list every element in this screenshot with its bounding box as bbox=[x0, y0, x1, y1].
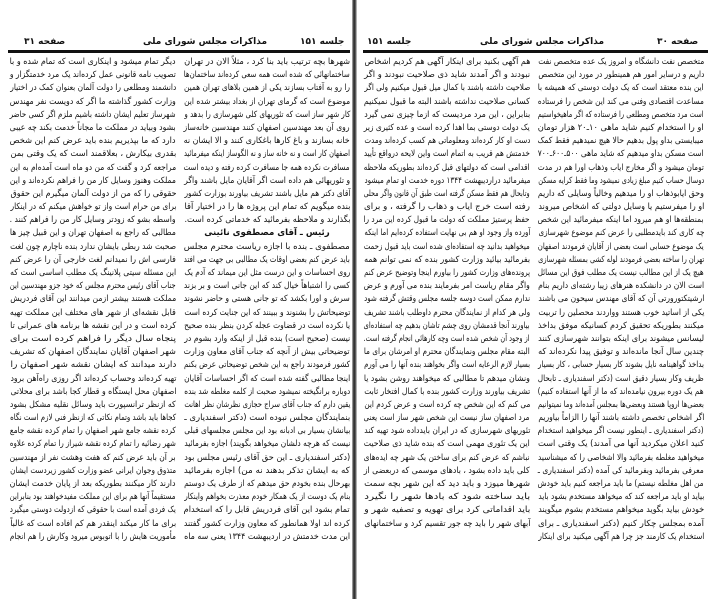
text-line bbox=[184, 307, 350, 320]
text-line-content: کلی باید داده بشود ، بادهای موسمی که دربعضی از bbox=[364, 465, 530, 476]
text-line bbox=[184, 148, 350, 161]
text-line bbox=[538, 96, 704, 109]
text-line bbox=[364, 491, 530, 504]
text-line bbox=[184, 162, 350, 175]
text-line-content: بنمایندگان مجلس نبوده است (دکتر اسفندیاری ـ bbox=[184, 413, 350, 424]
text-line bbox=[364, 135, 530, 148]
text-line bbox=[184, 214, 350, 227]
text-line-content: اقدامی است که دولتهای قبل کرده‌اند بطوریکه ملاحظه bbox=[364, 162, 530, 173]
text-line bbox=[10, 531, 176, 544]
text-line-content: اصفهان محل ایستگاه و قطار کجا باشد برای محلاتی bbox=[10, 386, 176, 397]
text-line-content: یک دولت دوستی بما اهدا کرده است و عده کثیری زیر bbox=[364, 122, 530, 133]
text-line bbox=[364, 518, 530, 531]
text-line-content: دوباره برانگیخته نمیشود صحبت از کلمه مغلطه شد بنده bbox=[184, 386, 350, 397]
text-line-content: یکی از اساتید خوب هستند وواردند محصلین را تربیت bbox=[538, 307, 704, 318]
text-line-content: کار شهر ساز است که تئوریهای کلی شهرسازی را بدهد و bbox=[184, 109, 350, 120]
text-line-content: آورده واز وجود او هم بی نهایت استفاده کرده‌ایم اما اینکه bbox=[364, 228, 530, 239]
text-line-content: دارد که ما بپذیریم بنده باید عرض کنم این شخص bbox=[10, 136, 176, 147]
text-line bbox=[10, 412, 176, 425]
text-line-content: البته مقام مجلس ونمایندگان محترم او امرشان برای ما bbox=[364, 347, 530, 358]
text-line bbox=[538, 280, 704, 293]
text-line bbox=[184, 135, 350, 148]
text-line-content: ارشیتکتورورتی آن که آقای مهندس سیحون می باشند bbox=[538, 294, 704, 305]
text-line bbox=[538, 531, 704, 544]
text-line-content: کجاها باید باشد وتمام نکاتی که ازنظر فنی لازم است نگاه bbox=[10, 413, 176, 424]
text-line-content: کسی را اشتباهاً خیال کند که این جانی است و بر بزند bbox=[184, 281, 350, 292]
text-line bbox=[538, 162, 704, 175]
text-line-content: مرد اصفهان ساز نیست این شخص شهر ساز است یعنی bbox=[364, 413, 530, 424]
text-line bbox=[364, 122, 530, 135]
text-line bbox=[10, 227, 176, 240]
text-line bbox=[364, 504, 530, 517]
text-line-content: شهرساز تعلیم ایشان داشته باشیم ملزم اگر کسی حاضر bbox=[10, 109, 176, 120]
text-line-content: دوسال حساب کنیم مبلغ زیادی نمیشود وما فقط کرایه مسکن bbox=[538, 175, 704, 186]
text-line-content: ولی هر کدام از نمایندگان محترم داوطلب باشند تشریف bbox=[364, 307, 530, 318]
text-line bbox=[10, 280, 176, 293]
text-line bbox=[538, 373, 704, 386]
text-line-content: بداخذ گواهینامه نایل بشوند کار بسیار حسابی ، کار بسیار bbox=[538, 360, 704, 371]
text-line-content: قابل نقشه‌ای از شهر های مختلف این مملکت تهیه bbox=[10, 307, 176, 318]
text-line bbox=[184, 82, 350, 95]
text-line-content: لیسانس میشوند برای اینکه بتوانند شهرسازی کنند bbox=[538, 333, 704, 344]
text-line bbox=[538, 148, 704, 161]
text-column-left bbox=[10, 56, 176, 544]
text-line bbox=[184, 465, 350, 478]
text-line bbox=[364, 452, 530, 465]
text-line-content: و تئوریهائی هم داده است اگر آقایان مایل باشند واگر bbox=[184, 175, 350, 186]
text-line-content: تئوریهای شهرسازی که در ایران بایدداده شود تهیه کند bbox=[364, 426, 530, 437]
text-line-content: بیانشان بسیار بی ادبانه بود این مجلس مجلسهای قبلی bbox=[184, 426, 350, 437]
text-line-content: برای من حرام است واز تو خواهش میکنم که در اینکار bbox=[10, 202, 176, 213]
text-line-content: این مسئله سیتی پلانینگ یک مطلب اساسی است که bbox=[10, 268, 176, 278]
text-line-content: میخواهید مغلطه بفرمائید والا اشخاصی را که میشناسید bbox=[538, 452, 704, 463]
text-line bbox=[184, 293, 350, 306]
text-line bbox=[10, 452, 176, 465]
text-line-content: اصفهان کار است و نه خانه ساز و نه الگوساز اینکه میفرمائید bbox=[184, 149, 350, 160]
text-line-content: بعضی‌ها اروپا هستند وبعضی‌ها بمجلس آمده‌اند وما نمیتوانیم bbox=[538, 399, 704, 410]
text-line bbox=[184, 96, 350, 109]
text-line-content: شهر اصفهان آقایان نمایندگان اصفهان که تشریف bbox=[10, 347, 176, 358]
text-line bbox=[10, 504, 176, 517]
text-line-content: بر آن باید عرض کنم که هفت وهشت نفر از مهندسین bbox=[10, 452, 176, 463]
text-line-content: بنده میگویم که تمام این پروژه ها را در اختیار آقا bbox=[184, 202, 350, 213]
text-line-content: مساعدت اقتصادی وفنی می کند این شخص را فرستاده bbox=[538, 96, 704, 107]
text-line-content: نباشم که عرض کنم برای ساختن یک شهر چه ایده‌های bbox=[364, 452, 530, 463]
text-line-content: شهر رضائیه را تمام کرده نقشه شیراز را تمام کرده علاوه bbox=[10, 439, 176, 450]
text-line-content: بگذارند و ملاحظه بفرمائید که خدماتی کرده است. bbox=[184, 215, 350, 226]
text-line-content: کسانی صلاحیت نداشته باشند البته ما قبول نمیکنیم bbox=[364, 96, 530, 107]
text-line bbox=[10, 346, 176, 359]
text-line-content: کشور فرمودند راجع به این شخص توضیحاتی عرض بکنم bbox=[184, 360, 350, 371]
text-line-content: یقین دارم که جناب آقای سراج حجازی نظرشان نظر اهانت bbox=[184, 399, 350, 410]
text-line bbox=[10, 307, 176, 320]
text-line-content: آمده بمجلس چکار کنیم (دکتر اسفندیاری ـ برای bbox=[538, 518, 704, 529]
text-line-content: بیاورند آنجا قدمشان روی چشم تاشان بدهیم چه استفاده‌ای bbox=[364, 320, 530, 331]
text-line-content: این مدت خدمتش در اردیبهشت ۱۳۴۴ یعنی سه ماه bbox=[184, 531, 350, 542]
text-line-content: حقوقی را که من از دولت آلمان میگیرم این حقوق bbox=[10, 188, 176, 199]
right-page bbox=[357, 0, 714, 599]
text-line bbox=[184, 438, 350, 451]
text-line-content: رفته است خرج ایاب و ذهاب را گرفته ، و برای bbox=[364, 202, 530, 213]
text-line bbox=[184, 491, 350, 504]
text-line bbox=[184, 56, 350, 69]
text-column-left bbox=[364, 56, 530, 531]
text-line-content: مراجعه کرد و گفت که من دو ماه است آمده‌ام به این bbox=[10, 162, 176, 173]
text-line bbox=[364, 214, 530, 227]
text-line-content: مطالبی که راجع به اصفهان تهران و این قبیل چیز ها bbox=[10, 228, 176, 239]
text-line-content: مصطفوی ـ بنده با اجازه ریاست محترم مجلس bbox=[184, 241, 350, 252]
text-column-right bbox=[184, 56, 350, 544]
text-line bbox=[538, 254, 704, 267]
text-line-content: استخدام یک کارمند جز چرا هم آگهی میکنید برای اینکار bbox=[538, 531, 704, 542]
text-line-content: میکنند بطوریکه تحقیق کردم کسانیکه موفق بداخذ bbox=[538, 320, 704, 331]
text-line-content: روی آن بعد مهندسین اصفهان کنند مهندسین خانه‌ساز bbox=[184, 122, 350, 133]
header-rule bbox=[363, 50, 708, 53]
text-line bbox=[184, 122, 350, 135]
text-line bbox=[10, 175, 176, 188]
text-line bbox=[538, 518, 704, 531]
text-line-content: چه کاری کند بایدمطلبی را عرض کنم موضوع شهرسازی bbox=[538, 228, 704, 239]
text-line-content: بیاید او باید مراجعه کند که میخواهد مستخدم بشود باید bbox=[538, 492, 704, 503]
text-line bbox=[538, 386, 704, 399]
text-line-content: دانشمند ومطلعی را دولت آلمان بعنوان کمک در اختیار bbox=[10, 83, 176, 94]
text-line bbox=[538, 214, 704, 227]
text-line bbox=[184, 504, 350, 517]
text-line bbox=[184, 346, 350, 359]
text-line-content: واسطه بشو که زودتر وسایل کار من را فراهم کنند . bbox=[10, 215, 176, 226]
text-line-content: وحق ایابوذهاب او را میدهیم وخالیاً وسایلی که داریم bbox=[538, 188, 704, 199]
text-line-content: کنید اعلان میکردید آنها می آمدند) یک وقتی است bbox=[538, 439, 704, 450]
text-line bbox=[364, 162, 530, 175]
text-line-content: داریم و درسایر امور هم همینطور در مورد این متخصص bbox=[538, 70, 704, 81]
text-line-content: هم آگهی بکنید برای اینکار آگهی هم کردیم اشخاص bbox=[364, 57, 530, 67]
text-line-content: جناب آقای رئیس محترم مجلس که خود جزو مهندسین این bbox=[10, 281, 176, 292]
text-line bbox=[10, 293, 176, 306]
text-line bbox=[10, 96, 176, 109]
text-line bbox=[10, 122, 176, 135]
text-line-content: از وجود آن شخص شده است وچه کارهائی انجام گرفته است. bbox=[364, 333, 530, 344]
text-line-content: موضوع است که گرمای تهران از بغداد بیشتر شده این bbox=[184, 96, 350, 107]
text-line-content: آبهای شهر را باید چه جور تقسیم کرد و ساختمانهای bbox=[364, 518, 530, 529]
text-line-content: صحبت شد ربطی بایشان ندارد بنده ناچارم چون لغت bbox=[10, 241, 176, 252]
text-line-content: او را استخدام کنیم شاید ماهی ۱۰ـ۲۰ هزار تومان bbox=[538, 122, 704, 133]
text-line bbox=[538, 293, 704, 306]
session-number: جلسه ۱۵۱ bbox=[367, 37, 412, 47]
text-line-content: تهیه کرده‌اند وحساب کرده‌اند اگر روزی راه‌آهن برود bbox=[10, 373, 176, 384]
text-line bbox=[364, 465, 530, 478]
text-line bbox=[10, 320, 176, 333]
text-line bbox=[184, 280, 350, 293]
text-line-content: پنجاه سال دیگر را فراهم کرده است برای bbox=[10, 333, 176, 344]
text-line-content: یک فردی آمده است با حقوقی که ازدولت دوستی میگیرد bbox=[10, 505, 176, 516]
text-line-content: می کنم که این شخص چه کرده است و عرض کردم این bbox=[364, 399, 530, 410]
text-line bbox=[184, 412, 350, 425]
text-line-content: بسیار لازم الرعایه است واگر بخواهند بنده آنها را می آورم bbox=[364, 360, 530, 371]
text-line bbox=[184, 109, 350, 122]
text-line-content: کرده است و در این نقشه ها برنامه های عمرانی تا bbox=[10, 320, 176, 331]
text-line-content: بشود وبیاید در مملکت ما مجاناً خدمت بکند چه عیبی bbox=[10, 122, 176, 133]
text-line bbox=[184, 386, 350, 399]
text-line bbox=[364, 373, 530, 386]
text-line-content: مملکت وهنوز وسایل کار من را فراهم نکرده‌اند و این bbox=[10, 175, 176, 186]
text-line-content: دارند میدانند که ایشان نقشه شهر اصفهان را bbox=[10, 360, 176, 371]
text-line-content: مملکت هستند بیشتر ازمن میدانند این آقای فردریش bbox=[10, 294, 176, 305]
text-line bbox=[10, 56, 176, 69]
text-line-content: من اهل مغلطه نیستم) ما باید مراجعه کنیم باید خودش bbox=[538, 479, 704, 489]
left-page bbox=[0, 0, 356, 599]
text-line bbox=[538, 491, 704, 504]
text-line bbox=[538, 425, 704, 438]
text-line bbox=[364, 280, 530, 293]
text-line-content: آقای دکتر هم مایل باشند تشریف بیاورند بوزارت کشور bbox=[184, 188, 350, 199]
text-line-content: توضیحاتی بیش از آنچه که جناب آقای معاون وزارت bbox=[184, 347, 350, 358]
text-line-content: حفظ پرستیژ مملکت که دولت ما قبول کرده این مرد را bbox=[364, 215, 530, 226]
text-line-content: فارسی اش را نمیدانم لغت خارجی آن را عرض کنم bbox=[10, 254, 176, 265]
text-line-content: پرونده‌های وزارت کشور را بیاورم اینجا وتوضیح عرض کنم bbox=[364, 268, 530, 278]
text-line-content: مأموریت هایش را با اتوبوس میرود وکارش را هم انجام bbox=[10, 531, 176, 542]
text-line-content: باید اقداماتی کرد برای تهویه و تصفیه شهر و bbox=[364, 505, 530, 516]
text-line-content: اگر اشخاص تخصص داشته باشند آنها را الزاماً بیاوریم bbox=[538, 413, 704, 424]
text-line-content: ظریف وکار بسیار دقیق است (دکتر اسفندیاری ـ تابحال bbox=[538, 373, 704, 384]
text-line bbox=[538, 478, 704, 491]
text-line bbox=[538, 412, 704, 425]
text-line bbox=[10, 425, 176, 438]
text-line-content: است مسکن بداو میدهیم که شاید ماهی ۵۰۰ـ۶۰۰ـ۷۰۰ bbox=[538, 149, 704, 160]
text-line bbox=[364, 478, 530, 491]
text-line-content: بنام یک دوست از یک همکار خودم معذرت بخواهم واینکار bbox=[184, 492, 350, 503]
text-line-content: بمنطقه‌ها او هم میرود اما اینکه میفرمائید این شخص bbox=[538, 215, 704, 226]
text-line bbox=[10, 214, 176, 227]
text-line bbox=[538, 320, 704, 333]
text-line-content: رئیس ـ آقای مصطفوی نائینی bbox=[204, 228, 330, 239]
text-line-content: شهرها میوزد و باید دید که این شهر بچه سمت bbox=[364, 479, 530, 489]
text-line-content: که به ایشان تذکر بدهند نه من) اجازه بفرمائید bbox=[184, 465, 350, 476]
page-number: صفحه ۳۱ bbox=[24, 37, 66, 47]
text-line bbox=[184, 69, 350, 82]
text-line bbox=[184, 201, 350, 214]
text-line bbox=[538, 135, 704, 148]
text-line-content: است الان در دانشکده هنرهای زیبا رشته‌ای داریم بنام bbox=[538, 281, 704, 292]
text-line bbox=[364, 267, 530, 280]
text-line-content: ونشان میدهم تا مطالبی که میخواهند روشن بشود یا bbox=[364, 373, 530, 384]
text-line-content: (دکتر اسفندیاری ـ این حق آقای رئیس مجلس بود bbox=[184, 452, 350, 463]
text-line bbox=[10, 478, 176, 491]
text-line bbox=[10, 373, 176, 386]
text-line bbox=[10, 201, 176, 214]
text-line-content: معرفی بفرمائید وبفرمائید کی آمده (دکتر اسفندیاری ـ bbox=[538, 465, 704, 476]
text-line-content: خدمتش هم قریب به اتمام است واین لایحه درواقع تأیید bbox=[364, 149, 530, 160]
text-line-content: خانه بسازند و باغ کارها باغکاری کنند و الا ایشان نه bbox=[184, 136, 350, 147]
text-line-content: وتابحال هم فقط مسکن گرفته است طبق آن قانون واگر محلی bbox=[364, 188, 530, 199]
text-line bbox=[538, 359, 704, 372]
text-line-content: ندارم ممکن است دوسه جلسه مجلس وقتش گرفته شود bbox=[364, 294, 530, 305]
text-line-content: یک موضوع حسابی است بعضی از آقایان فرمودند اصفهان bbox=[538, 241, 704, 252]
text-line-content: مستقیماً آنها هم برای این مملکت مفیدخواهند بود بنابراین bbox=[10, 492, 176, 503]
text-line bbox=[364, 320, 530, 333]
text-line bbox=[538, 333, 704, 346]
text-line bbox=[364, 82, 530, 95]
text-line bbox=[538, 452, 704, 465]
text-line bbox=[538, 504, 704, 517]
text-line bbox=[184, 518, 350, 531]
text-line bbox=[10, 438, 176, 451]
text-line bbox=[538, 82, 704, 95]
text-line-content: یا نکرده است در قضاوت عجله کردن بنظر بنده صحیح bbox=[184, 320, 350, 331]
text-line bbox=[364, 148, 530, 161]
text-line bbox=[538, 109, 704, 122]
text-line bbox=[538, 227, 704, 240]
text-line-content: که ازنظر ترانسپورت باید وسائل نقلیه مشکل بشود bbox=[10, 399, 176, 410]
text-line-content: برای ما کار میکند اینقدر هم کم افاده است که غالباً bbox=[10, 518, 176, 529]
text-line-content: متخصص نفت دانشگاه و امروز یک عده متخصص نفت bbox=[538, 57, 704, 67]
text-line-content: هم یک دوره بیرون نیامده‌اند که ما از آنها استفاده کنیم) bbox=[538, 386, 704, 397]
text-line bbox=[538, 438, 704, 451]
text-line-content: است مرد متخصص ومطلعی را فرستاده که اگر ماهیخواستیم bbox=[538, 109, 704, 120]
text-line-content: میفرمائید دراردیبهشت ۱۳۴۴ دوره خدمت او تمام میشود bbox=[364, 175, 530, 186]
text-line bbox=[364, 293, 530, 306]
text-line-content: (دکتر اسفندیاری ـ اینطور نیست اگر میخواهید استخدام bbox=[538, 426, 704, 437]
text-line-content: متذوق وجوان ایرانی عضو وزارت کشور زیردست ایشان bbox=[10, 465, 176, 476]
text-line bbox=[10, 386, 176, 399]
text-line bbox=[538, 267, 704, 280]
text-line-content: ساختمانهائی که شده است همه سعی کرده‌اند ساختمان‌ها bbox=[184, 70, 350, 81]
text-line bbox=[538, 241, 704, 254]
text-line-content: بنابراین ، این مرد مردیست که ازما چیزی نمی گیرد bbox=[364, 109, 530, 120]
text-line bbox=[364, 201, 530, 214]
text-line-content: این یک تئوری مهمی است که بنده شاید ذی صلاحیت bbox=[364, 439, 530, 450]
text-line bbox=[538, 122, 704, 135]
text-line-content: سرش و اورا بکشد که تو جانی هستی و حاضر نشوند bbox=[184, 294, 350, 305]
text-line bbox=[364, 69, 530, 82]
text-line bbox=[184, 478, 350, 491]
text-line-content: کرده اند اولا همانطور که معاون وزارت کشور گفتند bbox=[184, 518, 350, 529]
text-line bbox=[538, 69, 704, 82]
page-number: صفحه ۳۰ bbox=[657, 37, 699, 47]
text-line-content: را رو به آفتاب بسازند یکی از همین بلاهای تهران همین bbox=[184, 83, 350, 94]
text-line-content: باید ساخته شود که بادها شهر را نگیرد bbox=[364, 492, 530, 503]
session-number: جلسه ۱۵۱ bbox=[300, 37, 345, 47]
text-line bbox=[184, 425, 350, 438]
text-line-content: اینجا مطالبی گفته شده است که اگر احساسات آقایان bbox=[184, 373, 350, 384]
text-line-content: دست او کار کرده‌اند ومعلوماتی هم کسب کرده‌اند ومدت bbox=[364, 136, 530, 147]
text-column-right bbox=[538, 56, 704, 544]
text-line-content: میبایستی بداو پول بدهیم حالا هیچ نمیدهیم فقط کمک bbox=[538, 136, 704, 147]
text-line bbox=[364, 333, 530, 346]
text-line bbox=[364, 188, 530, 201]
text-line bbox=[364, 386, 530, 399]
text-line-content: بقدری بیکارش ، بعلاقمند است که یک وقتی بمن bbox=[10, 149, 176, 160]
running-title: مذاکرات مجلس شورای ملی bbox=[479, 37, 605, 47]
text-line-content: روی احساسات و این درست مثل این میماند که آدم یک bbox=[184, 268, 350, 278]
text-line bbox=[538, 175, 704, 188]
text-line-content: نبودند و اگر آمدند شاید ذی صلاحیت نبودند و اگر bbox=[364, 70, 530, 81]
text-line-content: چندین سال آنجا مانده‌اند و توفیق پیدا نکرده‌اند که bbox=[538, 347, 704, 358]
text-line bbox=[184, 399, 350, 412]
text-line-content: بفرمائید بیائید وزارت کشور بنده که نمی توانم همه bbox=[364, 254, 530, 265]
text-line-content: وزارت کشور گذاشته ما اگر که دویست نفر مهندس bbox=[10, 96, 176, 107]
text-line-content: هیچ یک از این مطالب نیست یک مطلب فوق این مسائل bbox=[538, 268, 704, 278]
text-line bbox=[538, 201, 704, 214]
text-line bbox=[184, 531, 350, 544]
text-line-content: صلاحیت داشته باشند با کمال میل قبول میکنیم ولی اگر bbox=[364, 83, 530, 94]
text-line-content: تمام بشود این آقای فردریش قابل را که استخدام bbox=[184, 505, 350, 516]
text-line-content: تشریف بیاورند وزارت کشور بنده با کمال افتخار ثابت bbox=[364, 386, 530, 397]
text-line-content: بهرحال بنده بخودم حق میدهم که از طرف یک دوستم bbox=[184, 479, 350, 489]
text-line bbox=[538, 56, 704, 69]
text-line bbox=[184, 175, 350, 188]
text-line-content: تهران را ساخته بعضی فرمودند لوله کشی بمسئله شهرسازی bbox=[538, 254, 704, 265]
text-line-content: تصویب نامه قانونی عمل کرده‌اند یک مرد خدمتگزار و bbox=[10, 70, 176, 81]
text-line bbox=[184, 254, 350, 267]
text-line-content: دارند کار میکنند بطوریکه بعد از پایان خدمت ایشان bbox=[10, 479, 176, 489]
text-line bbox=[364, 425, 530, 438]
text-line bbox=[364, 96, 530, 109]
text-line bbox=[364, 307, 530, 320]
text-line-content: باید عرض کنم بعضی اوقات یک مطالبی بی جهت می افتد bbox=[184, 254, 350, 265]
text-line bbox=[538, 346, 704, 359]
text-line bbox=[538, 188, 704, 201]
header-rule bbox=[8, 50, 350, 53]
text-line bbox=[364, 412, 530, 425]
text-line bbox=[10, 518, 176, 531]
text-line bbox=[538, 307, 704, 320]
text-line bbox=[10, 333, 176, 346]
text-line bbox=[10, 241, 176, 254]
text-line bbox=[10, 82, 176, 95]
text-line-content: توضیحاتش را بشنوند و ببینند که این جنایت کرده است bbox=[184, 307, 350, 318]
text-line-content: واگر مقام ریاست امر بفرمایند بنده می آورم و عرض bbox=[364, 281, 530, 292]
text-line-content: نیست که هرچه دلشان میخواهد بگویند) اجازه بفرمائید bbox=[184, 439, 350, 450]
text-line bbox=[184, 227, 350, 240]
text-line bbox=[10, 188, 176, 201]
text-line bbox=[364, 56, 530, 69]
text-line bbox=[184, 452, 350, 465]
running-title: مذاکرات مجلس شورای ملی bbox=[142, 37, 268, 47]
text-line bbox=[10, 135, 176, 148]
text-line bbox=[10, 465, 176, 478]
text-line-content: خودش بیاید بگوید میخواهم مستخدم بشوم میگویند bbox=[538, 505, 704, 516]
text-line-content: تومان میشود و اگر مخارج ایاب وذهاب اورا هم در مدت bbox=[538, 162, 704, 173]
text-line-content: نیست (صحیح است) بنده قبل از اینکه وارد بشوم در bbox=[184, 333, 350, 344]
text-line bbox=[184, 373, 350, 386]
text-line bbox=[538, 465, 704, 478]
text-line-content: کرده نقشه جامع شهر اصفهان را تمام کرده نقشه جامع bbox=[10, 426, 176, 437]
text-line bbox=[364, 346, 530, 359]
text-line-content: او را میفرستیم یا وسایل دولتی که اشخاص میروند bbox=[538, 202, 704, 213]
text-line-content: دیگر تمام میشود و اینکاری است که تمام شده و با bbox=[10, 57, 176, 67]
text-line-content: شهرها بچه ترتیب باید بنا کرد ، مثلاً الان در تهران bbox=[184, 57, 350, 67]
text-line-content: میخواهید بدانید چه استفاده‌ای شده است باید قبول زحمت bbox=[364, 241, 530, 252]
text-line bbox=[538, 399, 704, 412]
text-line-content: این بنده معتقد است که یک دولت دوستی که همیشه با bbox=[538, 83, 704, 94]
text-line bbox=[10, 267, 176, 280]
text-line bbox=[364, 438, 530, 451]
text-line-content: مسافرت نکرده همه جا مسافرت کرده رفته و دیده است bbox=[184, 162, 350, 173]
